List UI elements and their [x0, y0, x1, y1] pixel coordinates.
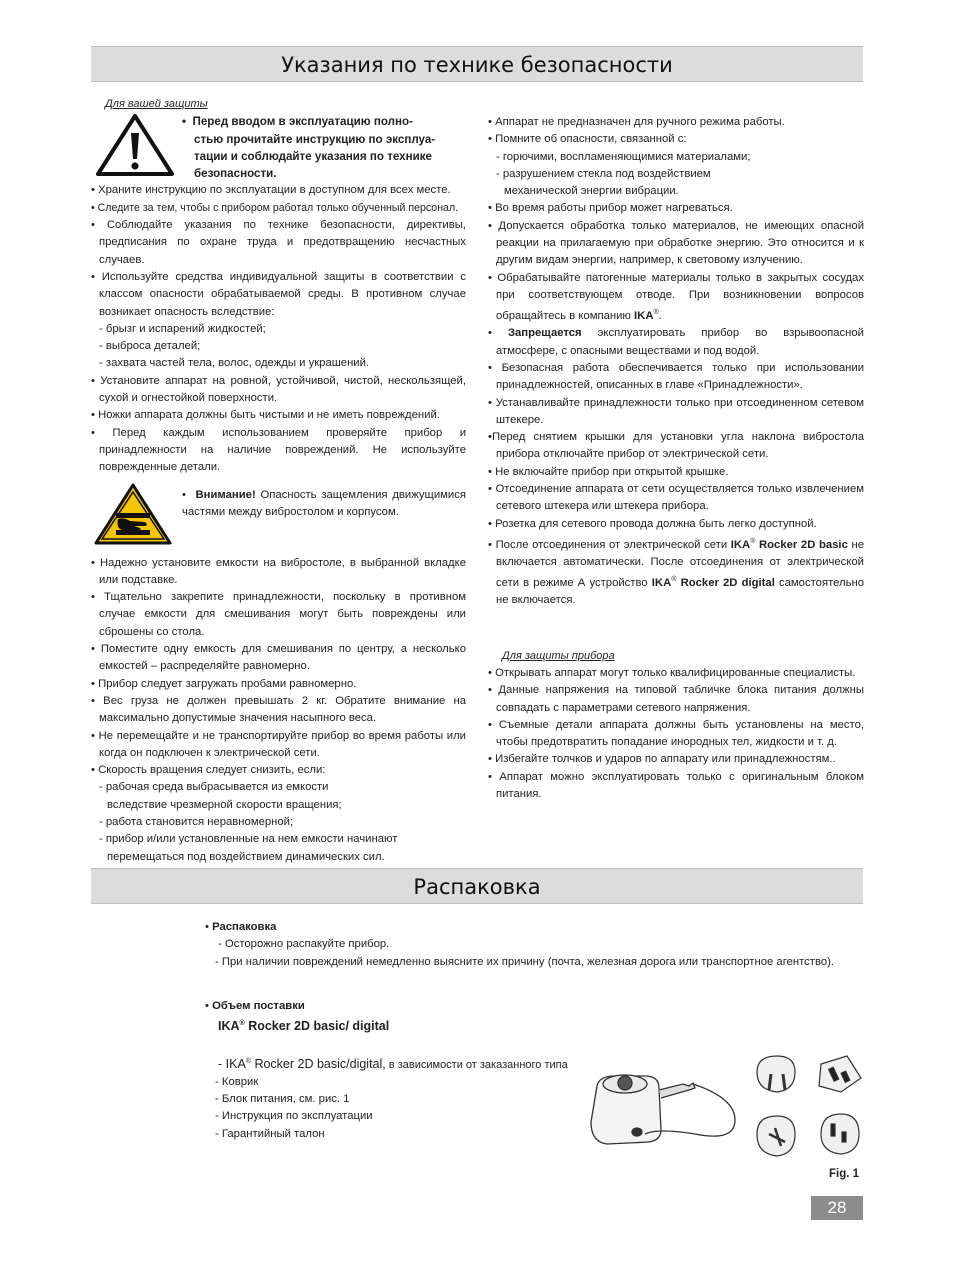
list-subitem: - работа становится неравномерной;: [99, 815, 294, 828]
list-subitem: механической энергии вибрации.: [504, 185, 679, 198]
scope-item: - Гарантийный талон: [215, 1127, 325, 1140]
hand-crush-warning-icon: [94, 483, 172, 545]
list-item: • Съемные детали аппарата должны быть установлены на место, чтобы предотвратить попадание инородных тел, жидкости и т. д.: [488, 718, 864, 749]
list-subitem: - горючими, воспламеняющимися материалами;: [496, 150, 751, 163]
unpack-heading: • Распаковка: [205, 921, 277, 933]
list-item: • Установите аппарат на ровной, устойчивой, чистой, нескользящей, сухой и огнестойкой поверхности.: [91, 374, 466, 405]
section-title-safety: Указания по технике безопасности: [281, 53, 673, 77]
list-item: • Не перемещайте и не транспортируйте прибор во время работы или когда он подключен к электрической сети.: [91, 729, 466, 759]
list-item: • Избегайте толчков и ударов по аппарату или принадлежностям..: [488, 753, 836, 766]
list-item: • Обрабатывайте патогенные материалы только в закрытых сосудах при соответствующем отводе. При возникновении вопросов обращайтесь в компанию IKA®.: [488, 271, 864, 323]
list-item: • Допускается обработка только материалов, не имеющих опасной реакции на прилагаемую при обработке энергию. Это относится и к другим видам энергии, например, к световому излучению.: [488, 219, 864, 267]
list-item: • Открывать аппарат могут только квалифицированные специалисты.: [488, 666, 856, 679]
warning-line: Перед вводом в эксплуатацию полно-: [192, 115, 413, 129]
section-banner-safety: [91, 46, 863, 82]
list-subitem: перемещаться под воздействием динамических сил.: [107, 850, 385, 863]
page-number: 28: [811, 1196, 863, 1220]
section-title-unpacking: Распаковка: [413, 875, 541, 899]
list-item: • Вес груза не должен превышать 2 кг. Обратите внимание на максимально допустимые значения насыпного веса.: [91, 694, 467, 725]
warning-triangle-icon: [94, 113, 176, 177]
power-supply-figure: [585, 1050, 867, 1168]
subtitle-your-protection: Для вашей защиты: [105, 98, 208, 110]
list-item: • Безопасная работа обеспечивается только при использовании принадлежностей, описанных в главе «Принадлежности».: [488, 361, 864, 392]
caution-block: [91, 481, 466, 545]
list-subitem: - Осторожно распакуйте прибор.: [218, 938, 390, 951]
power-supply-unit: [591, 1075, 735, 1144]
list-item: • Храните инструкцию по эксплуатации в доступном для всех месте.: [91, 184, 451, 197]
list-subitem: - При наличии повреждений немедленно выясните их причину (почта, железная дорога или транспортное агентство).: [215, 955, 835, 968]
warning-text: • Перед вводом в эксплуатацию полно- стью прочитайте инструкцию по эксплуа- тации и соблюдайте указания по технике безопасности.: [182, 113, 466, 182]
list-subitem: - разрушением стекла под воздействием: [496, 167, 711, 180]
list-item: • Надежно установите емкости на вибростоле, в выбранной вкладке или подставке.: [91, 556, 466, 586]
scope-item: - Инструкция по эксплуатации: [215, 1110, 373, 1123]
list-subitem: - брызг и испарений жидкостей;: [99, 322, 266, 335]
list-item: • Перед каждым использованием проверяйте прибор и принадлежности на наличие повреждений. Не используйте поврежденные детали.: [91, 426, 467, 474]
list-item: • Не включайте прибор при открытой крышке.: [488, 465, 729, 478]
left-column: [91, 96, 466, 866]
list-subitem: - рабочая среда выбрасывается из емкости: [99, 781, 329, 794]
scope-product: IKA® Rocker 2D basic/ digital: [218, 1019, 390, 1034]
list-item: • Соблюдайте указания по технике безопасности, директивы, предписания по охране труда и предотвращению несчастных случаев.: [91, 219, 466, 266]
warning-line: тации и соблюдайте указания по технике: [194, 149, 432, 163]
warning-line: безопасности.: [194, 167, 277, 181]
scope-heading: • Объем поставки: [205, 999, 305, 1012]
list-item: • Данные напряжения на типовой табличке блока питания должны совпадать с параметрами сетевого напряжения.: [488, 684, 865, 714]
list-subitem: - прибор и/или установленные на нем емкости начинают: [99, 833, 398, 846]
list-item: • Ножки аппарата должны быть чистыми и не иметь повреждений.: [91, 409, 440, 422]
list-item: • Запрещается эксплуатировать прибор во взрывоопасной атмосфере, с опасными веществами и под водой.: [488, 327, 864, 357]
list-subitem: - выброса деталей;: [99, 340, 201, 353]
section-banner-unpacking: [91, 868, 863, 904]
list-item: •Перед снятием крышки для установки угла наклона вибростола прибора отключайте прибор от электрической сети.: [488, 431, 864, 461]
list-item: • Аппарат не предназначен для ручного режима работы.: [488, 116, 785, 128]
subtitle-device-protection: Для защиты прибора: [502, 649, 615, 662]
plug-adapter-us: [757, 1116, 795, 1156]
warning-block: [91, 113, 466, 182]
plug-adapter-au: [821, 1114, 859, 1154]
list-item: • Используйте средства индивидуальной защиты в соответствии с классом опасности обрабатываемой среды. В противном случае возникает опасность вследствие:: [91, 270, 466, 318]
scope-item: - Коврик: [215, 1075, 259, 1088]
right-column: [488, 114, 864, 803]
plug-adapter-eu: [757, 1056, 795, 1092]
list-item: • Скорость вращения следует снизить, если:: [91, 764, 326, 777]
list-item: • После отсоединения от электрической сети IKA® Rocker 2D basic не включается автоматически. После отсоединения от электрической сети в режиме А устройство IKA® Rocker 2D digital самостоятельно не включается.: [488, 537, 865, 607]
plug-adapter-uk: [819, 1056, 861, 1092]
list-item: • Следите за тем, чтобы с прибором работал только обученный персонал.: [91, 201, 459, 214]
figure-label: Fig. 1: [829, 1168, 860, 1180]
list-subitem: - захвата частей тела, волос, одежды и украшений.: [99, 357, 370, 370]
list-item: • Розетка для сетевого провода должна быть легко доступной.: [488, 517, 817, 530]
caution-text: • Внимание! Опасность защемления движущимися частями между вибростолом и корпусом.: [182, 488, 467, 518]
scope-item: - IKA® Rocker 2D basic/digital, в зависимости от заказанного типа: [218, 1056, 568, 1071]
list-item: • Прибор следует загружать пробами равномерно.: [91, 677, 357, 690]
list-item: • Устанавливайте принадлежности только при отсоединенном сетевом штекере.: [488, 396, 864, 426]
list-item: • Тщательно закрепите принадлежности, поскольку в противном случае емкости для смешивания могут быть повреждены или сброшены со стола.: [91, 591, 467, 638]
list-item: • Аппарат можно эксплуатировать только с оригинальным блоком питания.: [488, 770, 865, 800]
scope-item: - Блок питания, см. рис. 1: [215, 1093, 350, 1105]
list-item: • Помните об опасности, связанной с:: [488, 133, 687, 146]
list-subitem: вследствие чрезмерной скорости вращения;: [107, 798, 342, 811]
list-item: • Поместите одну емкость для смешивания по центру, а несколько емкостей – распределяйте равномерно.: [91, 643, 466, 673]
list-item: • Во время работы прибор может нагреваться.: [488, 202, 733, 215]
list-item: • Отсоединение аппарата от сети осуществляется только извлечением сетевого штекера или штекера прибора.: [488, 483, 865, 513]
warning-line: стью прочитайте инструкцию по эксплуа-: [194, 132, 436, 146]
